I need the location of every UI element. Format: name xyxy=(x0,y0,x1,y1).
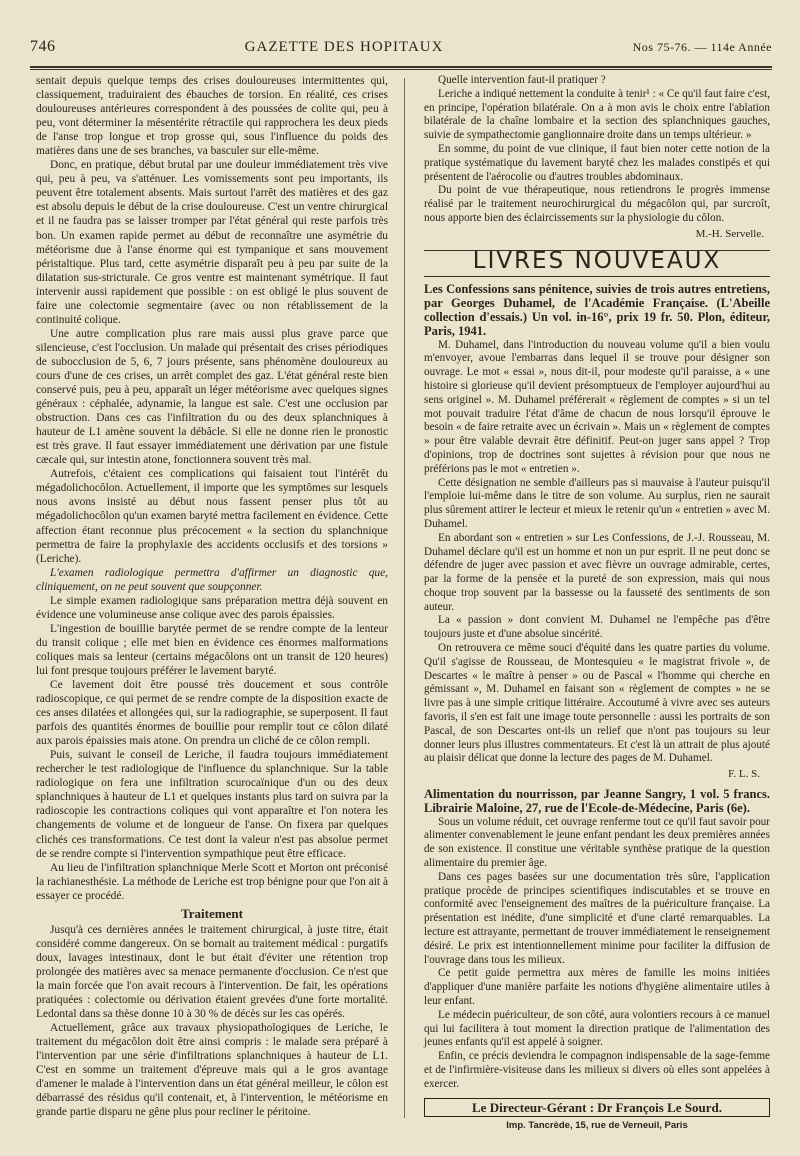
paragraph: Cette désignation ne semble d'ailleurs pas si mauvaise à l'auteur puisqu'il l'emploie lui-même dans le titre de son volume. Au surplus, rien ne saurait plus sûrement attirer le lecteur et mieux le retenir qu'un « entretien » avec M. Duhamel. xyxy=(424,476,770,530)
section-title: Traitement xyxy=(181,905,243,921)
paragraph: Le médecin puériculteur, de son côté, aura volontiers recours à ce manuel qui lui facilitera à tout moment la direction pratique de l'alimentation des jeunes enfants qu'il est appelé à soigner. xyxy=(424,1008,770,1049)
paragraph: Donc, en pratique, début brutal par une douleur immédiatement très vive qui, peu à peu, va s'atténuer. Les vomissements sont peu importants, ils peuvent être totalement absents. Mais surtout l'arrêt des matières et des gaz est absolu depuis le début de la crise douloureuse. C'est un ventre chirurgical et il ne faudra pas se laisser tromper par l'état général qui reste parfois très bon. Un examen rapide permet au début de reconnaître une asymétrie du météorisme due à l'anse énorme qui est tympanique et sans mouvement péristaltique. Plus tard, cette asymétrie disparaît peu à peu par suite de la dilatation sus-stricturale. Ce gros ventre est maintenant symétrique. Il faut intervenir aussi rapidement que possible : on est obligé le plus souvent de faire une colectomie segmentaire (avec ou non rétablissement de la continuité colique. xyxy=(36,159,388,326)
director-line: Le Directeur-Gérant : Dr François Le Sourd. xyxy=(472,1099,722,1115)
paragraph: Une autre complication plus rare mais aussi plus grave parce que silencieuse, c'est l'occlusion. Un malade qui présentait des crises périodiques de subocclusion de 5, 6, 7 jours présente, sans phénomène douloureux au cours d'une de ces crises, un arrêt complet des gaz. L'état général reste bien conservé puis, peu à peu, apparaît un léger météorisme avec quelques signes généraux : céphalée, adynamie, la langue est sale. C'est une occlusion par obstruction. Dans ces cas l'infiltration du ou des deux splanchniques à hauteur de L1 amène souvent la débâcle. Si elle ne donne rien le pronostic est très grave. Il faut essayer immédiatement une dérivation par une fistule cæcale qui, sur intestin atone, fonctionnera souvent très mal. xyxy=(36,327,388,467)
author-signature: M.-H. Servelle. xyxy=(695,227,764,240)
book-review-heading: Les Confessions sans pénitence, suivies de trois autres entretiens, par Georges Duhamel, de l'Académie Française. (L'Abeille collection d'essais.) Un vol. in-16°, prix 19 fr. 50. Plon, éditeur, Paris, 1941. xyxy=(424,282,770,338)
paragraph: La « passion » dont convient M. Duhamel ne l'empêche pas d'être toujours juste et d'une absolue sincérité. xyxy=(424,614,770,641)
paragraph: Actuellement, grâce aux travaux physiopathologiques de Leriche, le traitement du mégacôlon doit être ainsi compris : le malade sera préparé à l'intervention par une série d'infiltrations splanchniques à hauteur de L1. C'est en somme un traitement d'épreuve mais qui a le gros avantage d'amener le malade à l'intervention dans un état général meilleur, le côlon est débarrassé des résidus qu'il contenait, et, à l'intervention, le météorisme en grande partie disparu ne gêne plus pour recliner le péritoine. xyxy=(36,1022,388,1119)
paragraph: Autrefois, c'étaient ces complications qui faisaient tout l'intérêt du mégadolichocôlon. Actuellement, il importe que les symptômes sur lesquels nous avons insisté au début nous fassent penser plus tôt au mégadolichocôlon qu'un examen baryté mettra facilement en évidence. Cette affection étant reconnue plus précocement « la section du splanchnique permettra de faire la prophylaxie des accidents occlusifs et des torsions » (Leriche). xyxy=(36,468,388,565)
paragraph: Jusqu'à ces dernières années le traitement chirurgical, à juste titre, était considéré comme dangereux. On se bornait au traitement médical : purgatifs doux, lavages intestinaux, dont le but était d'éviter une rétention trop prolongée des matières avec sa menace permanente d'occlusion. Ce n'est que la main forcée que l'on avait recours à l'intervention. De fait, les opérations pratiquées : colectomie ou dérivation étaient grevées d'une forte mortalité. Ledontal dans sa thèse donne 10 à 30 % de décès sur les cas opérés. xyxy=(36,923,388,1021)
header-rule xyxy=(30,66,772,68)
paragraph: En abordant son « entretien » sur Les Confessions, de J.-J. Rousseau, M. Duhamel déclare qu'il est un homme et non un pur esprit. Il ne peut donc se défendre de juger avec passion et avec fièvre un ouvrage admirable, certes, par la forme de la pensée et la pureté de son expression, mais qui nous choque trop souvent par la bassesse ou la fausseté des sentiments de son auteur. xyxy=(424,531,770,613)
right-column xyxy=(424,74,770,1133)
left-column xyxy=(36,74,388,1119)
paragraph: Dans ces pages basées sur une documentation très sûre, l'application pratique procède de principes scientifiques indiscutables et se trouve en conformité avec l'enseignement des maîtres de la puériculture française. La présentation est inédite, d'une simplicité et d'une clarté remarquables. La lecture est attrayante, permettant de trouver immédiatement le renseignement désiré. Le prix est intentionnellement minime pour faciliter la diffusion de l'ouvrage dans tous les milieux. xyxy=(424,870,770,966)
paragraph: Puis, suivant le conseil de Leriche, il faudra toujours immédiatement rechercher le test radiologique de l'influence du splanchnique. Sur la table radiologique on fera une infiltration scurocaïnique d'un ou des deux splanchniques à hauteur de L1 et quelques instants plus tard on suivra par la radioscopie les contractions coliques qui vont apparaître et l'on notera les changements de volume et de longueur de l'anse. On fixera par quelques clichés ces transformations. Ce test dont la valeur n'est pas absolue permet de se rendre compte si l'intervention sympathique peut être efficace. xyxy=(36,749,388,860)
livres-section-header xyxy=(424,247,770,278)
book-review-heading: Alimentation du nourrisson, par Jeanne Sangry, 1 vol. 5 francs. Librairie Maloine, 27, rue de l'Ecole-de-Médecine, Paris (6e). xyxy=(424,787,770,815)
reviewer-initials: F. L. S. xyxy=(728,768,760,781)
paragraph: Ce petit guide permettra aux mères de famille les moins initiées d'appliquer d'une manière parfaite les notions d'hygiène alimentaire utiles à leur enfant. xyxy=(424,967,770,1007)
issue-info: Nos 75-76. — 114e Année xyxy=(632,40,772,54)
section-title: LIVRES NOUVEAUX xyxy=(472,247,722,274)
page-number: 746 xyxy=(30,38,56,55)
paragraph: Ce lavement doit être poussé très doucement et sous contrôle radioscopique, ce qui permet de se rendre compte de la disposition exacte de ces anses dilatées et allongées qui, sur la radiographie, se superposent. Il faut parfois des quantités énormes de bouillie pour remplir tout ce côlon dilaté aux parois épaissies mais atone. On prendra un cliché de ce côlon rempli. xyxy=(36,679,388,748)
paragraph: Sous un volume réduit, cet ouvrage renferme tout ce qu'il faut savoir pour alimenter convenablement le jeune enfant pendant les deux premières années de son existence. Il constitue une véritable synthèse pratique de la question alimentaire du premier âge. xyxy=(424,815,770,870)
paragraph: Leriche a indiqué nettement la conduite à tenir¹ : « Ce qu'il faut faire c'est, en principe, l'opération bilatérale. On a à mon avis le choix entre l'ablation bilatérale de la chaîne lombaire et la section des splanchniques gauches, suivie de sympathectomie ganglionnaire droite dans un temps ultérieur. » xyxy=(424,87,771,142)
paragraph: Enfin, ce précis deviendra le compagnon indispensable de la sage-femme et de l'infirmière-visiteuse dans les milieux si divers où elles sont appelées à exercer. xyxy=(424,1050,770,1090)
paragraph: En somme, du point de vue clinique, il faut bien noter cette notion de la pratique systématique du lavement baryté chez les malades constipés et qui présentent de l'aérocolie ou d'autres troubles abdominaux. xyxy=(424,142,770,183)
column-divider xyxy=(404,78,405,1118)
paragraph: M. Duhamel, dans l'introduction du nouveau volume qu'il a bien voulu m'envoyer, avoue l'embarras dans lequel il se trouve pour désigner son ouvrage. Le mot « essai », nous dit-il, pour modeste qu'il paraisse, a « une histoire si glorieuse qu'il devient présomptueux de l'employer aujourd'hui au sens originel ». M. Duhamel préférerait « règlement de comptes » si un tel mot pouvait traduire l'état d'âme de chacun de nous lorsqu'il éprouve le besoin « de faire retraite avec un écrivain ». Mais un « règlement de comptes » pour être valable devrait être définitif. Peut-on juger sans appel ? Trop d'opinions, trop de doctrines sont sujettes à révision pour que nous ne préférions pas le mot « entretien ». xyxy=(424,338,770,475)
paragraph: L'examen radiologique permettra d'affirmer un diagnostic que, cliniquement, on ne peut souvent que soupçonner. xyxy=(36,566,388,593)
paragraph: L'ingestion de bouillie barytée permet de se rendre compte de la lenteur du transit colique ; elle met bien en évidence ces énormes malformations coliques mais sa lenteur (certains mégacôlons ont un transit de 120 heures) lui font presque toujours préférer le lavement baryté. xyxy=(36,622,388,677)
paragraph: On retrouvera ce même souci d'équité dans les quatre parties du volume. Qu'il s'agisse de Rousseau, de Montesquieu « le magistrat frivole », de Descartes « le maître à penser » ou de Pascal « l'homme qui cherche en gémissant », M. Duhamel en faisant son « règlement de comptes » ne se livre pas à une simple critique littéraire. Accoutumé à vivre avec ses auteurs favoris, il s'en est fait une image toute personnelle : aussi les portraits de son Pascal, de son Descartes ont-ils un relief que n'ont pas toujours su leur donner leurs plus illustres commentateurs. Et c'est là un attrait de plus ajouté au plaisir délicat que donne la lecture des pages de M. Duhamel. xyxy=(424,642,770,765)
paragraph: Du point de vue thérapeutique, nous retiendrons le progrès immense réalisé par le traitement neurochirurgical du mégacôlon qui, par surcroît, nous apporte bien des éclaircissements sur la physiologie du côlon. xyxy=(424,184,770,224)
paragraph: Le simple examen radiologique sans préparation mettra déjà souvent en évidence une volumineuse anse colique avec des parois épaissies. xyxy=(36,594,388,621)
paragraph: sentait depuis quelque temps des crises douloureuses intermittentes qui, classiquement, traduiraient des ébauches de torsion. En réalité, ces crises douloureuses antérieures correspondent à des poussées de colite qui, peu à peu, vont déterminer la mésentérite rétractile qui rapprochera les deux pieds de l'anse trop longue et trop grosse qui, sous l'influence du poids des matières dans une de ses branches, va basculer sur elle-même. xyxy=(36,75,388,158)
journal-title: GAZETTE DES HOPITAUX xyxy=(244,39,444,55)
paragraph: Au lieu de l'infiltration splanchnique Merle Scott et Morton ont préconisé la rachianesthésie. La méthode de Leriche est trop bénigne pour que l'on ait à essayer ce procédé. xyxy=(36,861,388,902)
paragraph: Quelle intervention faut-il pratiquer ? xyxy=(438,74,606,86)
header-rule-thin xyxy=(30,69,772,70)
page xyxy=(30,38,772,1138)
director-box xyxy=(424,1098,770,1118)
printer-imprint: Imp. Tancrède, 15, rue de Verneuil, Paris xyxy=(506,1120,688,1132)
page-header xyxy=(30,38,772,64)
